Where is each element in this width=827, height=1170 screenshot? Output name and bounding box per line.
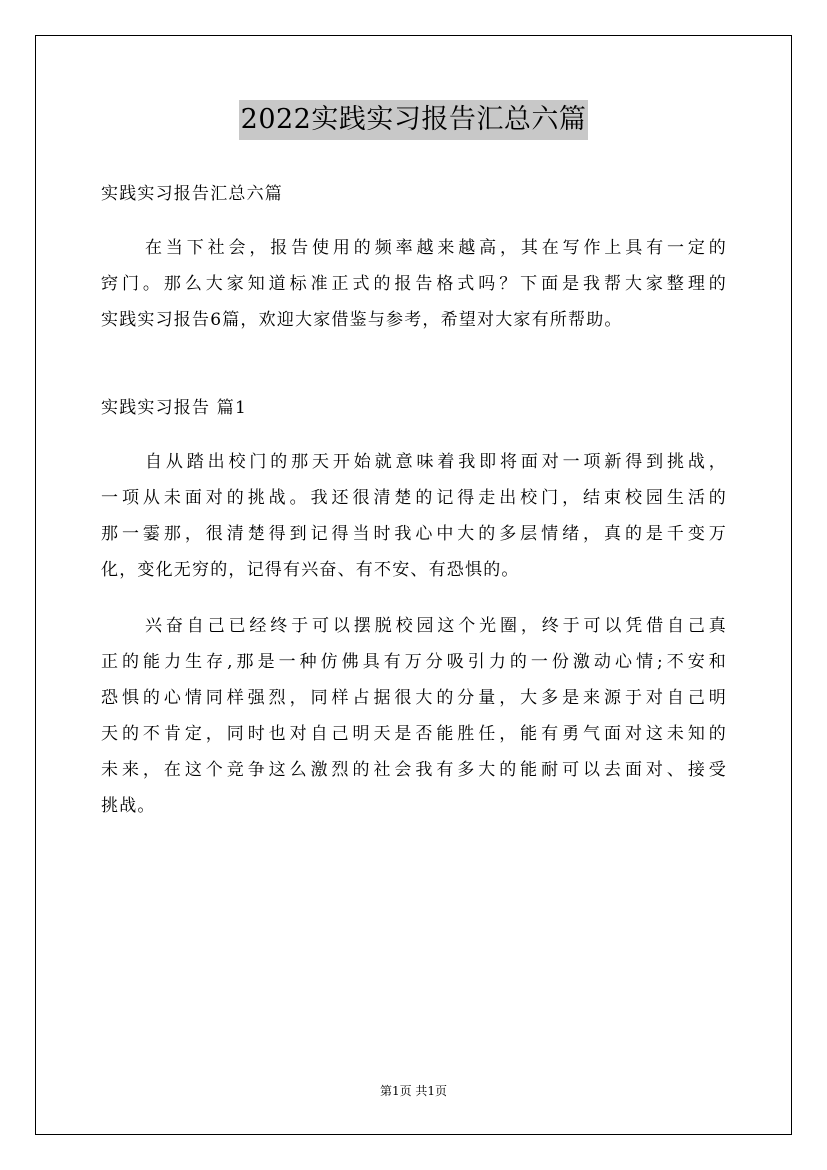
paragraph-line: 在当下社会，报告使用的频率越来越高，其在写作上具有一定的 — [145, 238, 727, 258]
intro-paragraph — [101, 230, 727, 338]
document-title: 2022实践实习报告汇总六篇 — [239, 100, 589, 140]
paragraph-line: 实践实习报告6篇，欢迎大家借鉴与参考，希望对大家有所帮助。 — [101, 310, 623, 330]
paragraph-line: 化，变化无穷的，记得有兴奋、有不安、有恐惧的。 — [101, 560, 520, 580]
section-heading: 实践实习报告 篇1 — [101, 398, 248, 418]
paragraph-line: 自从踏出校门的那天开始就意味着我即将面对一项新得到挑战， — [145, 452, 727, 472]
document-subtitle: 实践实习报告汇总六篇 — [101, 184, 283, 204]
title-container — [0, 100, 827, 140]
paragraph-line: 一项从未面对的挑战。我还很清楚的记得走出校门，结束校园生活的 — [101, 488, 727, 508]
paragraph-line: 窍门。那么大家知道标准正式的报告格式吗？下面是我帮大家整理的 — [101, 274, 727, 294]
section-paragraph — [101, 444, 727, 588]
page-footer: 第1页 共1页 — [379, 1084, 448, 1098]
paragraph-line: 未来，在这个竞争这么激烈的社会我有多大的能耐可以去面对、接受 — [101, 760, 727, 780]
paragraph-line: 挑战。 — [101, 796, 156, 816]
document-body — [101, 176, 727, 824]
section-paragraph — [101, 608, 727, 824]
paragraph-line: 兴奋自己已经终于可以摆脱校园这个光圈，终于可以凭借自己真 — [145, 616, 727, 636]
paragraph-line: 天的不肯定，同时也对自己明天是否能胜任，能有勇气面对这未知的 — [101, 724, 727, 744]
paragraph-line: 那一霎那，很清楚得到记得当时我心中大的多层情绪，真的是千变万 — [101, 524, 727, 544]
paragraph-line: 正的能力生存,那是一种仿佛具有万分吸引力的一份激动心情;不安和 — [101, 652, 727, 672]
paragraph-line: 恐惧的心情同样强烈，同样占据很大的分量，大多是来源于对自己明 — [101, 688, 727, 708]
